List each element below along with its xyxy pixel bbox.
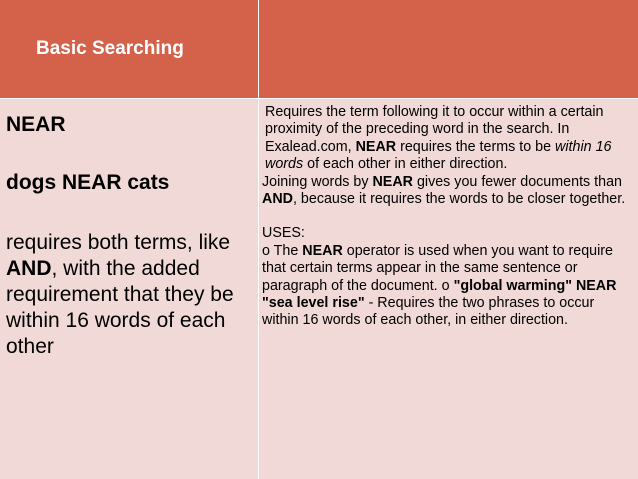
desc-bold: AND <box>6 257 52 280</box>
column-divider <box>258 0 259 479</box>
p1-italic: within 16 words <box>265 138 612 173</box>
operator-description <box>6 230 256 360</box>
p2-bold-and: AND <box>262 191 293 208</box>
p2-bold-near: NEAR <box>372 173 413 190</box>
header-cell-left <box>0 0 258 98</box>
p2-text-c: gives you fewer documents than <box>412 173 622 190</box>
p3-bold-example: "global warming" NEAR "sea level rise" <box>262 277 617 312</box>
uses-heading: USES: <box>262 225 305 242</box>
p2-text-a: Joining words by <box>262 173 373 190</box>
p3-text-e: - Requires the two phrases to occur within 16 words of each other, in either direction. <box>262 295 595 329</box>
row-divider <box>0 98 638 99</box>
p1-text-a: Requires the term following it to occur within a certain proximity of the preceding word in the search. In Exalead.com, <box>265 104 604 155</box>
header-cell-right <box>259 0 638 98</box>
p1-text-c: requires the terms to be <box>396 138 556 155</box>
p3-text-c: operator is used when you want to require that certain terms appear in the same sentence or paragraph of the document. o <box>262 242 614 294</box>
desc-part-1: requires both terms, like <box>6 231 231 254</box>
details-paragraph-2 <box>262 174 634 209</box>
operator-summary <box>6 112 256 360</box>
p2-text-e: , because it requires the words to be closer together. <box>292 191 626 208</box>
p3-bold-near: NEAR <box>302 242 343 259</box>
p1-text-e: of each other in either direction. <box>303 156 508 173</box>
operator-details <box>262 104 634 330</box>
details-paragraph-3 <box>262 243 634 330</box>
desc-part-2: , with the added requirement that they be within 16 words of each other <box>6 257 234 358</box>
p3-text-a: o The <box>262 242 303 259</box>
details-paragraph-1 <box>262 104 634 174</box>
operator-name: NEAR <box>6 113 66 136</box>
operator-example: dogs NEAR cats <box>6 171 170 194</box>
p1-bold: NEAR <box>355 138 397 155</box>
table-title: Basic Searching <box>36 38 184 59</box>
